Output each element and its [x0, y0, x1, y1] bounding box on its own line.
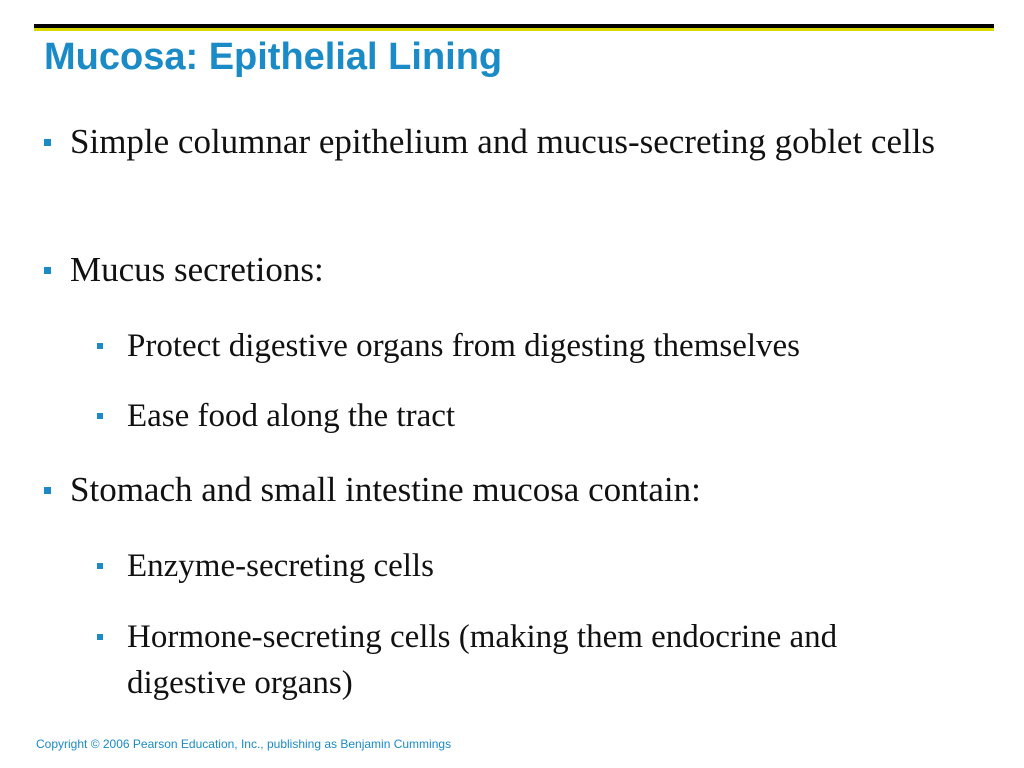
bullet-item	[70, 246, 950, 294]
sub-bullet-text: Enzyme-secreting cells	[127, 548, 434, 584]
sub-bullet-text: Protect digestive organs from digesting themselves	[127, 328, 801, 364]
bullet-text: Mucus secretions:	[70, 250, 324, 289]
slide-title: Mucosa: Epithelial Lining	[44, 36, 503, 78]
bullet-item	[70, 118, 950, 166]
sub-bullet-item	[127, 543, 957, 589]
square-bullet-icon	[44, 487, 51, 494]
sub-bullet-item	[127, 323, 957, 369]
copyright-footer: Copyright © 2006 Pearson Education, Inc., publishing as Benjamin Cummings	[36, 737, 452, 751]
square-bullet-icon	[44, 267, 51, 274]
square-bullet-icon	[97, 343, 103, 349]
sub-bullet-text: Ease food along the tract	[127, 398, 456, 434]
square-bullet-icon	[97, 413, 103, 419]
sub-bullet-item	[127, 393, 957, 439]
sub-bullet-text: Hormone-secreting cells (making them endocrine and digestive organs)	[127, 619, 838, 701]
bullet-text: Simple columnar epithelium and mucus-secreting goblet cells	[70, 122, 936, 161]
square-bullet-icon	[97, 563, 103, 569]
square-bullet-icon	[97, 634, 103, 640]
square-bullet-icon	[44, 139, 51, 146]
bullet-item	[70, 466, 950, 514]
sub-bullet-item	[127, 614, 957, 706]
bullet-text: Stomach and small intestine mucosa contain:	[70, 470, 701, 509]
